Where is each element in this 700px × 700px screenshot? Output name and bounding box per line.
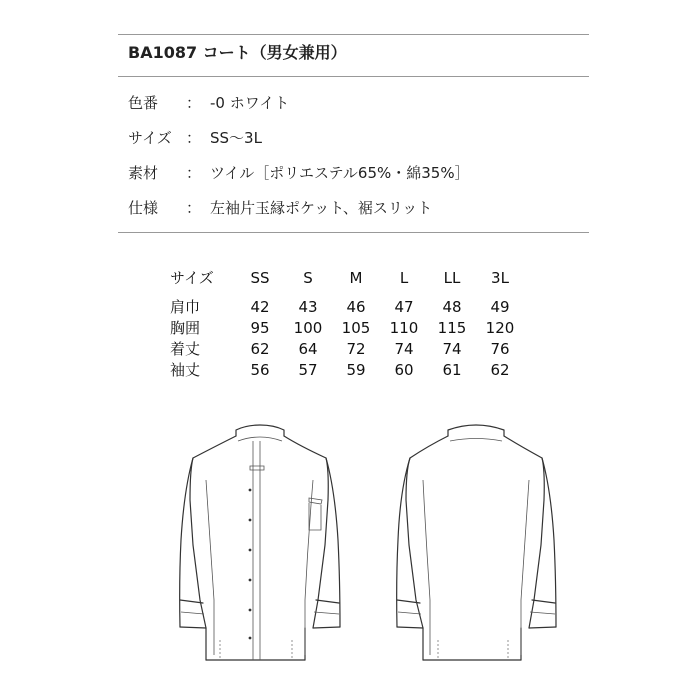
size-col-header: LL (443, 268, 461, 287)
table-cell: 47 (394, 297, 414, 316)
size-col-header: M (349, 268, 363, 287)
spec-value: -0 ホワイト (210, 94, 290, 112)
table-cell: 115 (437, 318, 467, 337)
spec-label: 素材 (128, 164, 159, 182)
table-cell: 74 (394, 339, 414, 358)
row-label: 着丈 (170, 340, 201, 358)
table-cell: 42 (250, 297, 270, 316)
table-cell: 59 (346, 360, 366, 379)
table-cell: 74 (442, 339, 462, 358)
table-cell: 57 (298, 360, 318, 379)
table-cell: 61 (442, 360, 462, 379)
table-cell: 62 (250, 339, 270, 358)
spec-value: SS～3L (210, 129, 262, 147)
table-cell: 49 (490, 297, 510, 316)
table-cell: 46 (346, 297, 366, 316)
size-col-header: S (303, 268, 313, 287)
spec-label: サイズ (128, 129, 172, 147)
size-col-header: 3L (491, 268, 509, 287)
table-cell: 60 (394, 360, 414, 379)
product-title: BA1087 コート（男女兼用） (128, 43, 347, 62)
row-label: 袖丈 (170, 361, 201, 379)
size-col-header: L (399, 268, 409, 287)
table-cell: 76 (490, 339, 510, 358)
table-cell: 56 (250, 360, 270, 379)
table-cell: 48 (442, 297, 462, 316)
spec-label: 色番 (128, 94, 159, 112)
size-col-header: SS (250, 268, 270, 287)
spec-value: 左袖片玉縁ポケット、裾スリット (210, 199, 433, 217)
table-cell: 100 (293, 318, 323, 337)
row-label: 肩巾 (170, 298, 201, 316)
table-cell: 72 (346, 339, 366, 358)
spec-colon: ： (186, 94, 202, 112)
table-cell: 110 (389, 318, 419, 337)
spec-colon: ： (186, 129, 202, 147)
coat-back-illustration (397, 425, 556, 660)
table-cell: 120 (485, 318, 515, 337)
table-cell: 62 (490, 360, 510, 379)
coat-front-illustration (180, 425, 340, 660)
spec-colon: ： (186, 164, 202, 182)
size-header-label: サイズ (170, 269, 214, 287)
table-cell: 105 (341, 318, 371, 337)
spec-colon: ： (186, 199, 202, 217)
row-label: 胸囲 (170, 319, 201, 337)
spec-value: ツイル［ポリエステル65%・綿35%］ (210, 164, 470, 182)
table-cell: 95 (250, 318, 270, 337)
spec-label: 仕様 (128, 199, 159, 217)
table-cell: 64 (298, 339, 318, 358)
table-cell: 43 (298, 297, 318, 316)
